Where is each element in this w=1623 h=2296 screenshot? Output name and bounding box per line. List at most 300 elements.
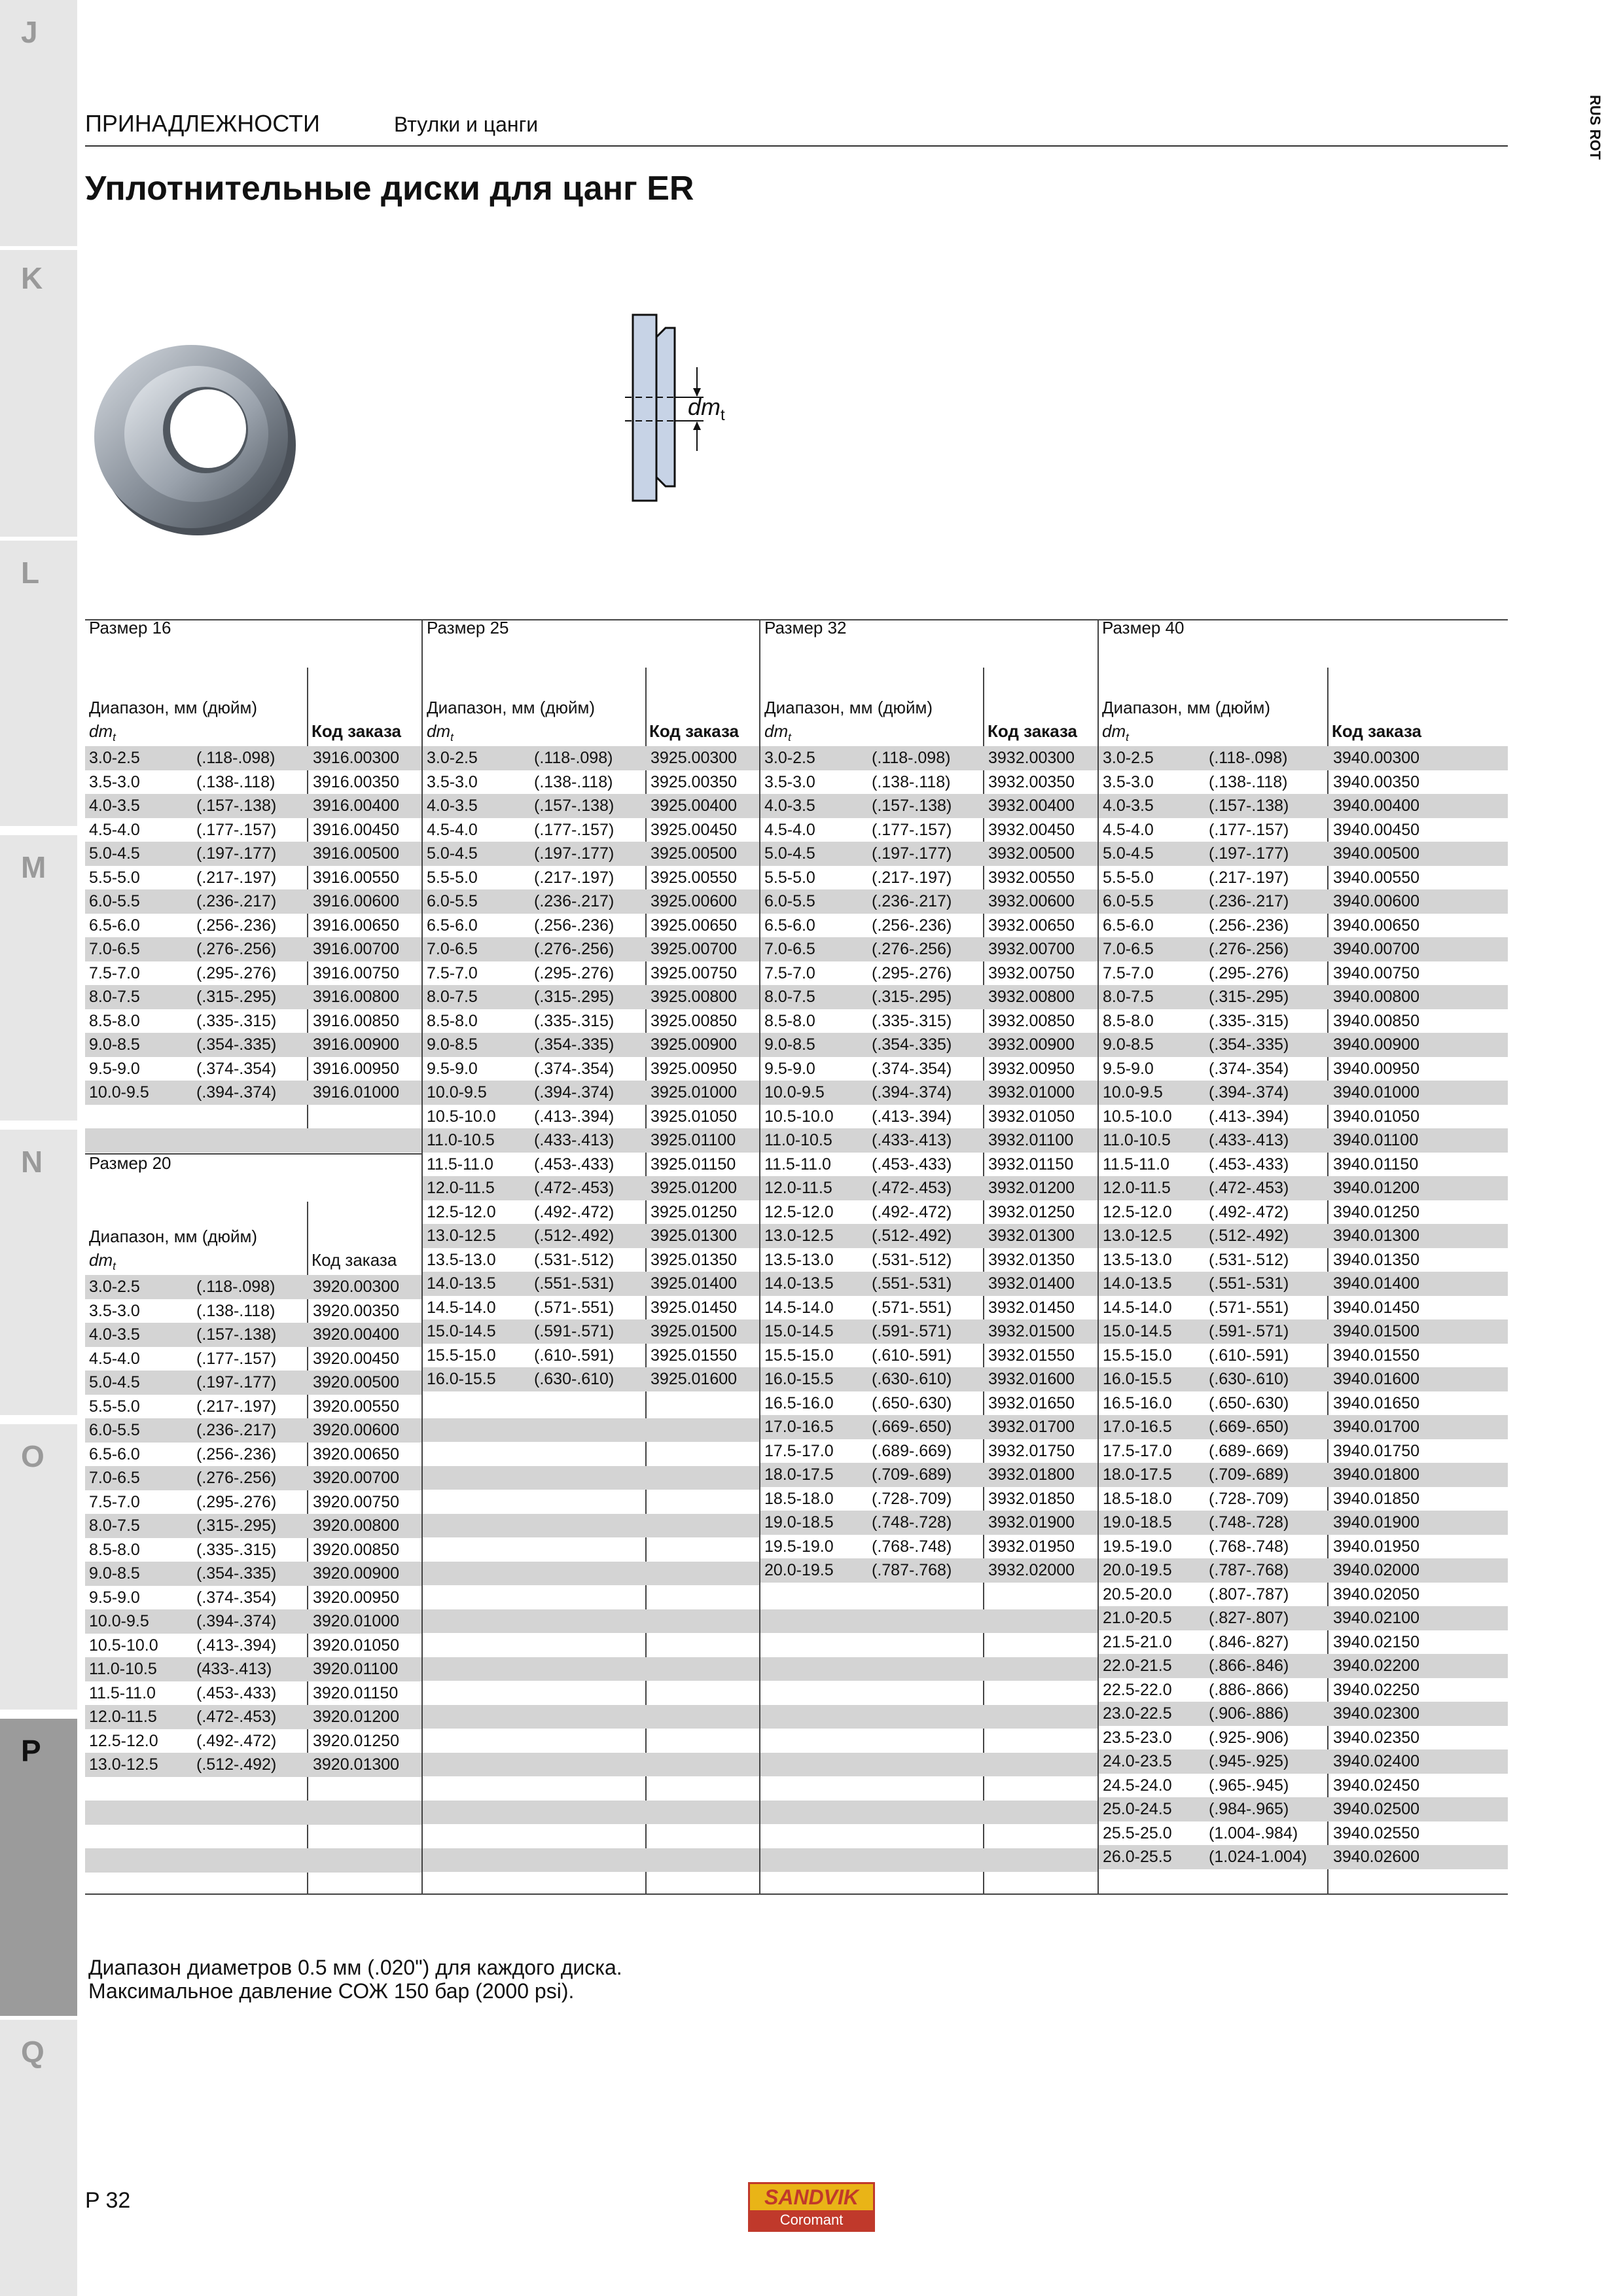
table-size-16 — [85, 746, 421, 1153]
range-mm-cell: 18.5-18.0 — [1103, 1489, 1172, 1508]
range-inch-cell: (.295-.276) — [872, 963, 952, 982]
table-size-25-filler — [423, 1394, 759, 1872]
table-row — [423, 889, 759, 914]
order-code-cell: 3916.00450 — [313, 820, 400, 839]
table-row — [1099, 1463, 1508, 1487]
table-row — [423, 794, 759, 818]
range-mm-cell: 16.0-15.5 — [764, 1370, 834, 1388]
order-code-cell: 3940.01600 — [1333, 1370, 1420, 1388]
range-inch-cell: (.217-.197) — [196, 1397, 277, 1416]
range-inch-cell: (.728-.709) — [1209, 1489, 1289, 1508]
range-mm-cell: 6.0-5.5 — [89, 1421, 140, 1439]
range-inch-cell: (.551-.531) — [1209, 1274, 1289, 1293]
range-inch-cell: (.492-.472) — [196, 1731, 277, 1750]
range-mm-cell: 23.5-23.0 — [1103, 1728, 1172, 1747]
empty-row — [423, 1801, 759, 1825]
range-inch-cell: (.945-.925) — [1209, 1752, 1289, 1770]
order-code-cell: 3920.01100 — [313, 1660, 399, 1678]
table-row — [85, 746, 421, 770]
order-code-cell: 3932.00300 — [988, 749, 1075, 767]
table-row — [85, 1753, 421, 1777]
range-inch-cell: (.571-.551) — [1209, 1298, 1289, 1317]
order-code-cell: 3940.00800 — [1333, 988, 1420, 1006]
table-row — [760, 1248, 1097, 1272]
order-code-cell: 3925.01200 — [651, 1179, 738, 1197]
order-code-cell: 3925.01550 — [651, 1346, 738, 1365]
range-inch-cell: (.768-.748) — [1209, 1537, 1289, 1556]
range-mm-cell: 9.5-9.0 — [1103, 1059, 1154, 1078]
range-mm-cell: 5.5-5.0 — [764, 868, 815, 887]
side-tab-o[interactable]: O — [0, 1424, 77, 1710]
order-code-cell: 3920.00700 — [313, 1469, 400, 1487]
order-code-cell: 3916.00950 — [313, 1059, 400, 1078]
range-inch-cell: (.630-.610) — [534, 1370, 615, 1388]
range-mm-cell: 21.0-20.5 — [1103, 1609, 1172, 1627]
empty-row — [760, 1753, 1097, 1777]
order-code-cell: 3925.01250 — [651, 1202, 738, 1221]
range-mm-cell: 12.0-11.5 — [89, 1708, 157, 1726]
order-code-cell: 3940.00400 — [1333, 797, 1420, 815]
side-tab-k[interactable]: K — [0, 246, 77, 537]
range-inch-cell: (.689-.669) — [872, 1441, 952, 1460]
range-mm-cell: 3.5-3.0 — [1103, 772, 1154, 791]
table-row — [1099, 1821, 1508, 1846]
range-inch-cell: (.157-.138) — [872, 797, 952, 815]
range-inch-cell: (.177-.157) — [534, 820, 615, 839]
size-16-title: Размер 16 — [89, 618, 171, 637]
range-mm-cell: 18.0-17.5 — [764, 1465, 834, 1484]
empty-row — [760, 1585, 1097, 1609]
table-row — [1099, 794, 1508, 818]
table-row — [85, 1395, 421, 1419]
dm-header: $dm_t$ — [764, 721, 791, 744]
side-tab-q[interactable]: Q — [0, 2020, 77, 2296]
range-inch-cell: (.531-.512) — [1209, 1250, 1289, 1269]
order-code-cell: 3940.02100 — [1333, 1609, 1420, 1627]
range-inch-cell: (.394-.374) — [196, 1083, 277, 1102]
table-row — [760, 985, 1097, 1009]
range-mm-cell: 7.0-6.5 — [427, 940, 478, 958]
range-inch-cell: (.433-.413) — [534, 1131, 615, 1149]
range-inch-cell: (.512-.492) — [534, 1227, 615, 1245]
range-inch-cell: (1.024-1.004) — [1209, 1848, 1308, 1866]
range-mm-cell: 5.5-5.0 — [1103, 868, 1154, 887]
order-code-cell: 3932.00600 — [988, 892, 1075, 910]
empty-row — [423, 1681, 759, 1705]
table-row — [1099, 914, 1508, 938]
range-inch-cell: (.807-.787) — [1209, 1585, 1289, 1604]
order-code-cell: 3920.00300 — [313, 1278, 400, 1296]
empty-row — [760, 1801, 1097, 1825]
order-code-cell: 3920.00600 — [313, 1421, 400, 1439]
order-code-cell: 3940.02550 — [1333, 1823, 1420, 1842]
range-mm-cell: 14.0-13.5 — [764, 1274, 834, 1293]
range-inch-cell: (.315-.295) — [534, 988, 615, 1006]
range-mm-cell: 13.5-13.0 — [427, 1250, 496, 1269]
order-code-cell: 3925.00300 — [651, 749, 738, 767]
table-row — [85, 1729, 421, 1753]
order-code-cell: 3940.00450 — [1333, 820, 1420, 839]
side-tab-j[interactable]: J — [0, 0, 77, 285]
empty-row — [760, 1633, 1097, 1657]
order-code-cell: 3940.01450 — [1333, 1298, 1420, 1317]
range-mm-cell: 14.5-14.0 — [1103, 1298, 1172, 1317]
table-row — [85, 1033, 421, 1057]
table-row — [760, 1558, 1097, 1583]
page-number: P 32 — [85, 2188, 131, 2213]
order-code-cell: 3940.00300 — [1333, 749, 1420, 767]
range-inch-cell: (.689-.669) — [1209, 1441, 1289, 1460]
range-mm-cell: 7.0-6.5 — [89, 940, 140, 958]
range-mm-cell: 10.5-10.0 — [764, 1107, 834, 1126]
range-inch-cell: (.394-.374) — [872, 1083, 952, 1102]
table-row — [760, 794, 1097, 818]
table-row — [760, 1296, 1097, 1320]
table-row — [760, 1535, 1097, 1559]
range-inch-cell: (.374-.354) — [872, 1059, 952, 1078]
empty-row — [423, 1562, 759, 1586]
range-mm-cell: 6.5-6.0 — [764, 916, 815, 935]
order-code-cell: 3940.01950 — [1333, 1537, 1420, 1556]
table-row — [1099, 1749, 1508, 1774]
order-code-cell: 3925.00850 — [651, 1011, 738, 1030]
order-code-cell: 3940.00900 — [1333, 1035, 1420, 1054]
table-row — [423, 1344, 759, 1368]
code-header: Код заказа — [312, 1250, 397, 1270]
table-row — [760, 866, 1097, 890]
range-inch-cell: (.610-.591) — [872, 1346, 952, 1365]
range-inch-cell: (.433-.413) — [1209, 1131, 1289, 1149]
side-tab-m[interactable]: M — [0, 835, 77, 1121]
range-mm-cell: 12.0-11.5 — [764, 1179, 832, 1197]
order-code-cell: 3916.00400 — [313, 797, 400, 815]
range-inch-cell: (.610-.591) — [1209, 1346, 1289, 1365]
order-code-cell: 3916.00300 — [313, 749, 400, 767]
order-code-cell: 3940.02000 — [1333, 1561, 1420, 1579]
order-code-cell: 3925.00950 — [651, 1059, 738, 1078]
range-mm-cell: 3.5-3.0 — [427, 772, 478, 791]
range-mm-cell: 4.0-3.5 — [89, 797, 140, 815]
range-header: Диапазон, мм (дюйм) — [427, 698, 596, 717]
range-mm-cell: 7.5-7.0 — [427, 963, 478, 982]
size-40-title: Размер 40 — [1102, 618, 1185, 637]
empty-row — [760, 1681, 1097, 1705]
table-row — [760, 1033, 1097, 1057]
table-row — [1099, 1630, 1508, 1655]
range-mm-cell: 9.5-9.0 — [764, 1059, 815, 1078]
range-mm-cell: 21.5-21.0 — [1103, 1632, 1172, 1651]
range-mm-cell: 9.0-8.5 — [1103, 1035, 1154, 1054]
order-code-cell: 3925.00400 — [651, 797, 738, 815]
table-row — [423, 985, 759, 1009]
table-row — [1099, 1319, 1508, 1344]
range-mm-cell: 8.5-8.0 — [89, 1540, 140, 1559]
empty-row — [423, 1418, 759, 1443]
range-mm-cell: 9.0-8.5 — [89, 1564, 140, 1583]
order-code-cell: 3932.02000 — [988, 1561, 1075, 1579]
size-20-title: Размер 20 — [89, 1153, 171, 1173]
table-row — [760, 1463, 1097, 1487]
range-inch-cell: (.984-.965) — [1209, 1800, 1289, 1818]
range-inch-cell: (.886-.866) — [1209, 1680, 1289, 1699]
table-size-40 — [1099, 746, 1508, 1869]
range-inch-cell: (.650-.630) — [1209, 1393, 1289, 1412]
range-inch-cell: (.472-.453) — [534, 1179, 615, 1197]
table-row — [85, 889, 421, 914]
range-inch-cell: (.394-.374) — [534, 1083, 615, 1102]
range-mm-cell: 8.5-8.0 — [89, 1011, 140, 1030]
range-inch-cell: (.453-.433) — [1209, 1155, 1289, 1174]
range-inch-cell: (.394-.374) — [196, 1612, 277, 1630]
table-row — [760, 770, 1097, 795]
order-code-cell: 3925.01100 — [651, 1131, 736, 1149]
order-code-cell: 3920.00800 — [313, 1516, 400, 1535]
range-inch-cell: (.433-.413) — [872, 1131, 952, 1149]
order-code-cell: 3940.01650 — [1333, 1393, 1420, 1412]
table-row — [85, 1081, 421, 1105]
range-inch-cell: (.709-.689) — [1209, 1465, 1289, 1484]
order-code-cell: 3940.01250 — [1333, 1202, 1420, 1221]
range-mm-cell: 7.0-6.5 — [1103, 940, 1154, 958]
range-inch-cell: (.177-.157) — [196, 1349, 277, 1368]
range-mm-cell: 8.0-7.5 — [1103, 988, 1154, 1006]
table-row — [760, 842, 1097, 866]
table-row — [85, 1418, 421, 1443]
range-inch-cell: (.374-.354) — [534, 1059, 615, 1078]
range-mm-cell: 7.0-6.5 — [89, 1469, 140, 1487]
table-row — [1099, 889, 1508, 914]
code-header: Код заказа — [1332, 721, 1422, 741]
dm-header: $dm_t$ — [89, 721, 116, 744]
range-mm-cell: 15.5-15.0 — [1103, 1346, 1172, 1365]
table-row — [760, 1367, 1097, 1391]
order-code-cell: 3932.00650 — [988, 916, 1075, 935]
range-mm-cell: 14.5-14.0 — [427, 1298, 496, 1317]
order-code-cell: 3920.01050 — [313, 1636, 400, 1655]
range-mm-cell: 6.5-6.0 — [89, 916, 140, 935]
range-mm-cell: 11.0-10.5 — [764, 1131, 832, 1149]
range-inch-cell: (.925-.906) — [1209, 1728, 1289, 1747]
order-code-cell: 3940.00700 — [1333, 940, 1420, 958]
table-row — [85, 1443, 421, 1467]
order-code-cell: 3940.00550 — [1333, 868, 1420, 887]
range-inch-cell: (.157-.138) — [196, 797, 277, 815]
order-code-cell: 3920.01250 — [313, 1731, 400, 1750]
empty-row — [423, 1633, 759, 1657]
range-mm-cell: 16.5-16.0 — [764, 1393, 834, 1412]
table-size-20 — [85, 1275, 421, 1873]
order-code-cell: 3925.01500 — [651, 1322, 738, 1340]
side-tab-n[interactable]: N — [0, 1130, 77, 1415]
table-row — [423, 914, 759, 938]
range-mm-cell: 11.5-11.0 — [764, 1155, 831, 1174]
range-inch-cell: (.236-.217) — [534, 892, 615, 910]
order-code-cell: 3940.00850 — [1333, 1011, 1420, 1030]
range-inch-cell: (.256-.236) — [196, 1444, 277, 1463]
range-inch-cell: (.728-.709) — [872, 1489, 952, 1508]
range-inch-cell: (.256-.236) — [872, 916, 952, 935]
empty-row — [423, 1442, 759, 1466]
order-code-cell: 3920.01150 — [313, 1683, 399, 1702]
range-inch-cell: (.197-.177) — [1209, 844, 1289, 863]
range-inch-cell: (.276-.256) — [1209, 940, 1289, 958]
table-row — [1099, 1224, 1508, 1248]
order-code-cell: 3925.00500 — [651, 844, 738, 863]
range-mm-cell: 7.5-7.0 — [1103, 963, 1154, 982]
range-mm-cell: 23.0-22.5 — [1103, 1704, 1172, 1723]
range-inch-cell: (.138-.118) — [872, 772, 951, 791]
side-tab-l[interactable]: L — [0, 541, 77, 826]
table-row — [1099, 1081, 1508, 1105]
order-code-cell: 3925.00550 — [651, 868, 738, 887]
table-row — [85, 1490, 421, 1515]
range-inch-cell: (.217-.197) — [872, 868, 952, 887]
order-code-cell: 3932.01150 — [988, 1155, 1074, 1174]
order-code-cell: 3940.01550 — [1333, 1346, 1420, 1365]
side-tab-p[interactable]: P — [0, 1719, 77, 2016]
range-mm-cell: 4.0-3.5 — [427, 797, 478, 815]
range-inch-cell: (.177-.157) — [872, 820, 952, 839]
order-code-cell: 3940.01400 — [1333, 1274, 1420, 1293]
range-mm-cell: 13.0-12.5 — [427, 1227, 496, 1245]
range-mm-cell: 5.0-4.5 — [427, 844, 478, 863]
order-code-cell: 3916.00750 — [313, 963, 400, 982]
range-inch-cell: (.276-.256) — [534, 940, 615, 958]
order-code-cell: 3940.01350 — [1333, 1250, 1420, 1269]
order-code-cell: 3940.01500 — [1333, 1322, 1420, 1340]
table-row — [423, 1081, 759, 1105]
range-inch-cell: (.335-.315) — [196, 1011, 277, 1030]
range-mm-cell: 12.5-12.0 — [427, 1202, 496, 1221]
range-mm-cell: 10.5-10.0 — [427, 1107, 496, 1126]
range-mm-cell: 11.5-11.0 — [89, 1683, 156, 1702]
table-row — [1099, 1033, 1508, 1057]
table-row — [1099, 1726, 1508, 1750]
table-row — [423, 770, 759, 795]
range-mm-cell: 4.5-4.0 — [89, 1349, 140, 1368]
empty-row — [423, 1848, 759, 1873]
order-code-cell: 3916.00550 — [313, 868, 400, 887]
range-mm-cell: 20.0-19.5 — [764, 1561, 834, 1579]
empty-row — [760, 1729, 1097, 1753]
range-mm-cell: 4.5-4.0 — [1103, 820, 1154, 839]
range-mm-cell: 15.5-15.0 — [427, 1346, 496, 1365]
range-mm-cell: 6.0-5.5 — [89, 892, 140, 910]
table-row — [85, 1128, 421, 1153]
order-code-cell: 3940.01200 — [1333, 1179, 1420, 1197]
order-code-cell: 3916.00650 — [313, 916, 400, 935]
range-mm-cell: 13.5-13.0 — [1103, 1250, 1172, 1269]
empty-row — [423, 1585, 759, 1609]
order-code-cell: 3940.00500 — [1333, 844, 1420, 863]
range-mm-cell: 7.0-6.5 — [764, 940, 815, 958]
table-row — [1099, 1272, 1508, 1296]
table-row — [760, 1057, 1097, 1081]
range-mm-cell: 17.0-16.5 — [1103, 1418, 1172, 1436]
order-code-cell: 3940.02400 — [1333, 1752, 1420, 1770]
order-code-cell: 3916.01000 — [313, 1083, 400, 1102]
range-mm-cell: 10.0-9.5 — [764, 1083, 825, 1102]
range-mm-cell: 6.0-5.5 — [427, 892, 478, 910]
range-mm-cell: 3.0-2.5 — [89, 749, 140, 767]
range-inch-cell: (.236-.217) — [196, 1421, 277, 1439]
range-mm-cell: 12.0-11.5 — [1103, 1179, 1171, 1197]
range-inch-cell: (.354-.335) — [872, 1035, 952, 1054]
table-row — [1099, 770, 1508, 795]
order-code-cell: 3932.01400 — [988, 1274, 1075, 1293]
range-inch-cell: (1.004-.984) — [1209, 1823, 1298, 1842]
range-mm-cell: 6.0-5.5 — [1103, 892, 1154, 910]
range-inch-cell: (.295-.276) — [534, 963, 615, 982]
dm-header: $dm_t$ — [89, 1250, 116, 1273]
order-code-cell: 3932.01950 — [988, 1537, 1075, 1556]
size-32-title: Размер 32 — [764, 618, 847, 637]
range-mm-cell: 4.0-3.5 — [89, 1325, 140, 1344]
table-row — [85, 1009, 421, 1033]
range-inch-cell: (.630-.610) — [1209, 1370, 1289, 1388]
range-inch-cell: (.197-.177) — [196, 844, 277, 863]
order-code-cell: 3925.00350 — [651, 772, 738, 791]
range-mm-cell: 17.5-17.0 — [764, 1441, 834, 1460]
table-row — [85, 1057, 421, 1081]
order-code-cell: 3932.01550 — [988, 1346, 1075, 1365]
table-bottom-rule — [85, 1893, 1508, 1895]
range-mm-cell: 12.5-12.0 — [89, 1731, 158, 1750]
table-row — [85, 1586, 421, 1610]
order-code-cell: 3940.01850 — [1333, 1489, 1420, 1508]
table-row — [85, 1562, 421, 1586]
range-mm-cell: 13.0-12.5 — [89, 1755, 158, 1774]
table-row — [1099, 1367, 1508, 1391]
range-inch-cell: (.118-.098) — [196, 1278, 276, 1296]
order-code-cell: 3940.00950 — [1333, 1059, 1420, 1078]
range-mm-cell: 16.0-15.5 — [1103, 1370, 1172, 1388]
table-row — [423, 1153, 759, 1177]
empty-row — [423, 1466, 759, 1490]
order-code-cell: 3920.00450 — [313, 1349, 400, 1368]
table-row — [85, 1705, 421, 1729]
dim-label: $dm_t$ — [688, 393, 725, 425]
order-code-cell: 3932.01850 — [988, 1489, 1075, 1508]
range-inch-cell: (.354-.335) — [534, 1035, 615, 1054]
range-inch-cell: (.118-.098) — [872, 749, 951, 767]
order-code-cell: 3920.00650 — [313, 1444, 400, 1463]
range-mm-cell: 15.0-14.5 — [764, 1322, 834, 1340]
table-row — [85, 1634, 421, 1658]
table-row — [1099, 1153, 1508, 1177]
range-inch-cell: (.630-.610) — [872, 1370, 952, 1388]
range-inch-cell: (.453-.433) — [196, 1683, 277, 1702]
sealing-disc-image — [86, 331, 302, 540]
table-row — [85, 1609, 421, 1634]
range-mm-cell: 9.0-8.5 — [764, 1035, 815, 1054]
range-mm-cell: 10.5-10.0 — [1103, 1107, 1172, 1126]
table-row — [85, 961, 421, 986]
table-row — [85, 937, 421, 961]
code-header: Код заказа — [988, 721, 1078, 741]
table-row — [423, 1105, 759, 1129]
range-inch-cell: (.531-.512) — [872, 1250, 952, 1269]
range-inch-cell: (.591-.571) — [534, 1322, 615, 1340]
order-code-cell: 3940.00650 — [1333, 916, 1420, 935]
range-mm-cell: 19.0-18.5 — [1103, 1513, 1172, 1532]
range-inch-cell: (.157-.138) — [1209, 797, 1289, 815]
empty-row — [423, 1394, 759, 1418]
range-mm-cell: 24.5-24.0 — [1103, 1776, 1172, 1795]
range-header: Диапазон, мм (дюйм) — [89, 698, 258, 717]
range-inch-cell: (.374-.354) — [1209, 1059, 1289, 1078]
range-mm-cell: 5.0-4.5 — [89, 1373, 140, 1391]
